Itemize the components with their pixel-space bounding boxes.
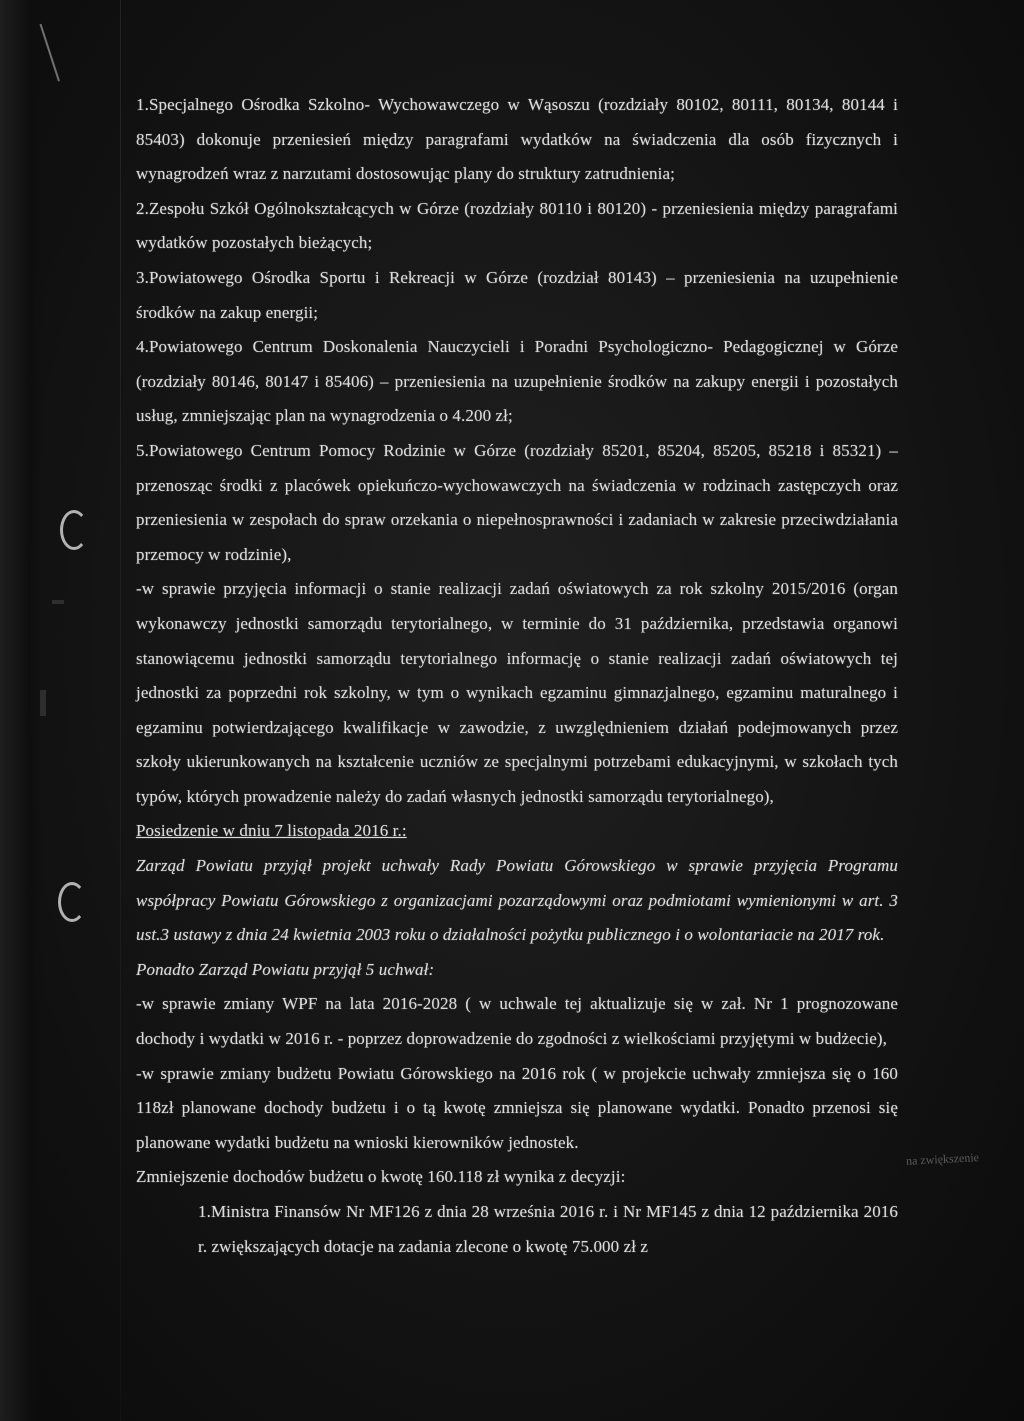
corner-fold-mark [40, 15, 89, 82]
margin-stamp: na zwiększenie [905, 1150, 980, 1168]
scan-scratch [40, 690, 46, 716]
paragraph-education-info: -w sprawie przyjęcia informacji o stanie realizacji zadań oświatowych za rok szkolny 2015/2016 (organ wykonawczy jednostki samorządu terytorialnego, w terminie do 31 października, przedstawia organowi stanowiącemu jednostki samorządu terytorialnego informację o stanie realizacji zadań oświatowych tej jednostki za poprzedni rok szkolny, w tym o wynikach egzaminu gimnazjalnego, egzaminu maturalnego i egzaminu potwierdzającego kwalifikacje w zawodzie, z uwzględnieniem działań podejmowanych przez szkoły ukierunkowanych na kształcenie uczniów ze specjalnymi potrzebami edukacyjnymi, w szkołach tych typów, których prowadzenie należy do zadań własnych jednostki samorządu terytorialnego), [136, 579, 898, 806]
meeting-text: Zarząd Powiatu przyjął projekt uchwały Rady Powiatu Górowskiego w sprawie przyjęcia Programu współpracy Powiatu Górowskiego z organizacjami pozarządowymi oraz podmiotami wymienionymi w art. 3 ust.3 ustawy z dnia 24 kwietnia 2003 roku o działalności pożytku publicznego i o wolontariacie na 2017 rok. [136, 856, 898, 945]
paragraph-item-1: 1.Specjalnego Ośrodka Szkolno- Wychowawczego w Wąsoszu (rozdziały 80102, 80111, 80134, 80144 i 85403) dokonuje przeniesień między paragrafami wydatków na świadczenia dla osób fizycznych i wynagrodzeń wraz z narzutami dostosowując plany do struktury zatrudnienia; [136, 95, 898, 184]
meeting-heading: Posiedzenie w dniu 7 listopada 2016 r.: [136, 821, 407, 841]
paragraph-item-4: 4.Powiatowego Centrum Doskonalenia Nauczycieli i Poradni Psychologiczno- Pedagogicznej w Górze (rozdziały 80146, 80147 i 85406) – przeniesienia na uzupełnienie środków na zakupy energii i pozostałych usług, zmniejszając plan na wynagrodzenia o 4.200 zł; [136, 337, 898, 426]
reduction-heading: Zmniejszenie dochodów budżetu o kwotę 160.118 zł wynika z decyzji: [136, 1167, 626, 1187]
page-left-edge-shadow [0, 0, 42, 1421]
scan-scratch [52, 600, 64, 604]
paragraph-item-2: 2.Zespołu Szkół Ogólnokształcących w Górze (rozdziały 80110 i 80120) - przeniesienia między paragrafami wydatków pozostałych bieżących; [136, 198, 898, 253]
paragraph-item-5: 5.Powiatowego Centrum Pomocy Rodzinie w Górze (rozdziały 85201, 85204, 85205, 85218 i 85321) – przenosząc środki z placówek opiekuńczo-wychowawczych na świadczenia w rodzinach zastępczych oraz przeniesienia w zespołach do spraw orzekania o niepełnosprawności i zadaniach w zakresie przeciwdziałania przemocy w rodzinie), [136, 440, 898, 564]
punch-hole-icon [58, 882, 86, 922]
document-body [136, 88, 898, 1264]
punch-hole-icon [60, 510, 88, 550]
resolutions-intro: Ponadto Zarząd Powiatu przyjął 5 uchwał: [136, 959, 435, 979]
paragraph-item-3: 3.Powiatowego Ośrodka Sportu i Rekreacji w Górze (rozdział 80143) – przeniesienia na uzupełnienie środków na zakup energii; [136, 267, 898, 322]
decision-item-1: 1.Ministra Finansów Nr MF126 z dnia 28 września 2016 r. i Nr MF145 z dnia 12 października 2016 r. zwiększających dotacje na zadania zlecone o kwotę 75.000 zł z [198, 1202, 898, 1256]
margin-line [120, 0, 121, 1421]
resolution-budget: -w sprawie zmiany budżetu Powiatu Górowskiego na 2016 rok ( w projekcie uchwały zmniejsza się o 160 118zł planowane dochody budżetu i o tą kwotę zmniejsza się planowane wydatki. Ponadto przenosi się planowane wydatki budżetu na wnioski kierowników jednostek. [136, 1063, 898, 1152]
resolution-wpf: -w sprawie zmiany WPF na lata 2016-2028 ( w uchwale tej aktualizuje się w zał. Nr 1 prognozowane dochody i wydatki w 2016 r. - poprzez doprowadzenie do zgodności z wielkościami przyjętymi w budżecie), [136, 994, 898, 1049]
